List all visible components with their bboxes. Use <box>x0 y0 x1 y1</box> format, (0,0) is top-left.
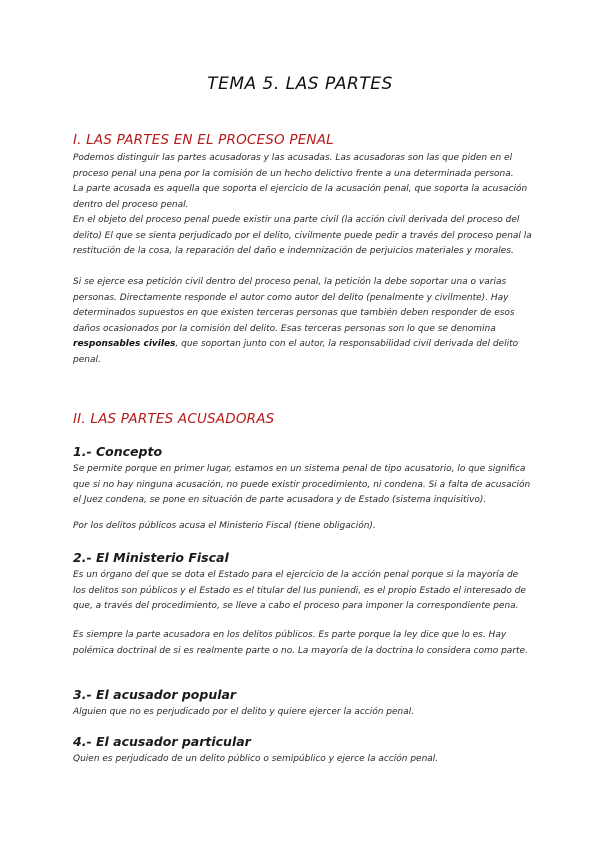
subsection-heading: 4.- El acusador particular <box>73 734 251 749</box>
paragraph: Por los delitos públicos acusa el Ministerio Fiscal (tiene obligación). <box>73 521 376 531</box>
paragraph-text: , que soportan junto con el autor, la responsabilidad civil derivada del delito penal. <box>73 339 519 365</box>
bold-term: responsables civiles <box>73 339 176 350</box>
paragraph: Podemos distinguir las partes acusadoras y las acusadas. Las acusadoras son las que piden en el proceso penal una pena por la comisión de un hecho delictivo frente a una determinada persona. <box>73 153 514 179</box>
section-heading-1: I. LAS PARTES EN EL PROCESO PENAL <box>73 132 334 148</box>
document-title: TEMA 5. LAS PARTES <box>207 74 393 94</box>
paragraph: Es un órgano del que se dota el Estado para el ejercicio de la acción penal porque si la mayoría de los delitos son públicos y el Estado es el titular del Ius puniendi, es el propio Estado el interesado de que, a través del procedimiento, se lleve a cabo el proceso para imponer la correspondiente pena. <box>73 570 526 612</box>
paragraph: Se permite porque en primer lugar, estamos en un sistema penal de tipo acusatorio, lo que significa que si no hay ninguna acusación, no puede existir procedimiento, ni condena. Si a falta de acusación el Juez condena, se pone en situación de parte acusadora y de Estado (sistema inquisitivo). <box>73 464 531 506</box>
paragraph: En el objeto del proceso penal puede existir una parte civil (la acción civil derivada del proceso del delito) El que se sienta perjudicado por el delito, civilmente puede pedir a través del proceso penal la restitución de la cosa, la reparación del daño e indemnización de perjuicios materiales y morales. <box>73 215 532 257</box>
paragraph-text: Si se ejerce esa petición civil dentro del proceso penal, la petición la debe soportar una o varias personas. Directamente responde el autor como autor del delito (penalmente y civilmente). Hay determinados supuestos en que existen terceras personas que también deben responder de esos daños ocasionados por la comisión del delito. Esas terceras personas son lo que se denomina <box>73 277 515 334</box>
paragraph: Es siempre la parte acusadora en los delitos públicos. Es parte porque la ley dice que lo es. Hay polémica doctrinal de si es realmente parte o no. La mayoría de la doctrina lo considera como parte. <box>73 630 528 656</box>
subsection-heading: 1.- Concepto <box>73 444 163 459</box>
paragraph: Alguien que no es perjudicado por el delito y quiere ejercer la acción penal. <box>73 707 415 717</box>
paragraph <box>73 275 533 369</box>
paragraph: La parte acusada es aquella que soporta el ejercicio de la acusación penal, que soporta la acusación dentro del proceso penal. <box>73 184 528 210</box>
subsection-heading: 2.- El Ministerio Fiscal <box>73 550 229 565</box>
paragraph: Quien es perjudicado de un delito público o semipúblico y ejerce la acción penal. <box>73 754 439 764</box>
section-heading-2: II. LAS PARTES ACUSADORAS <box>73 411 275 427</box>
subsection-heading: 3.- El acusador popular <box>73 687 237 702</box>
